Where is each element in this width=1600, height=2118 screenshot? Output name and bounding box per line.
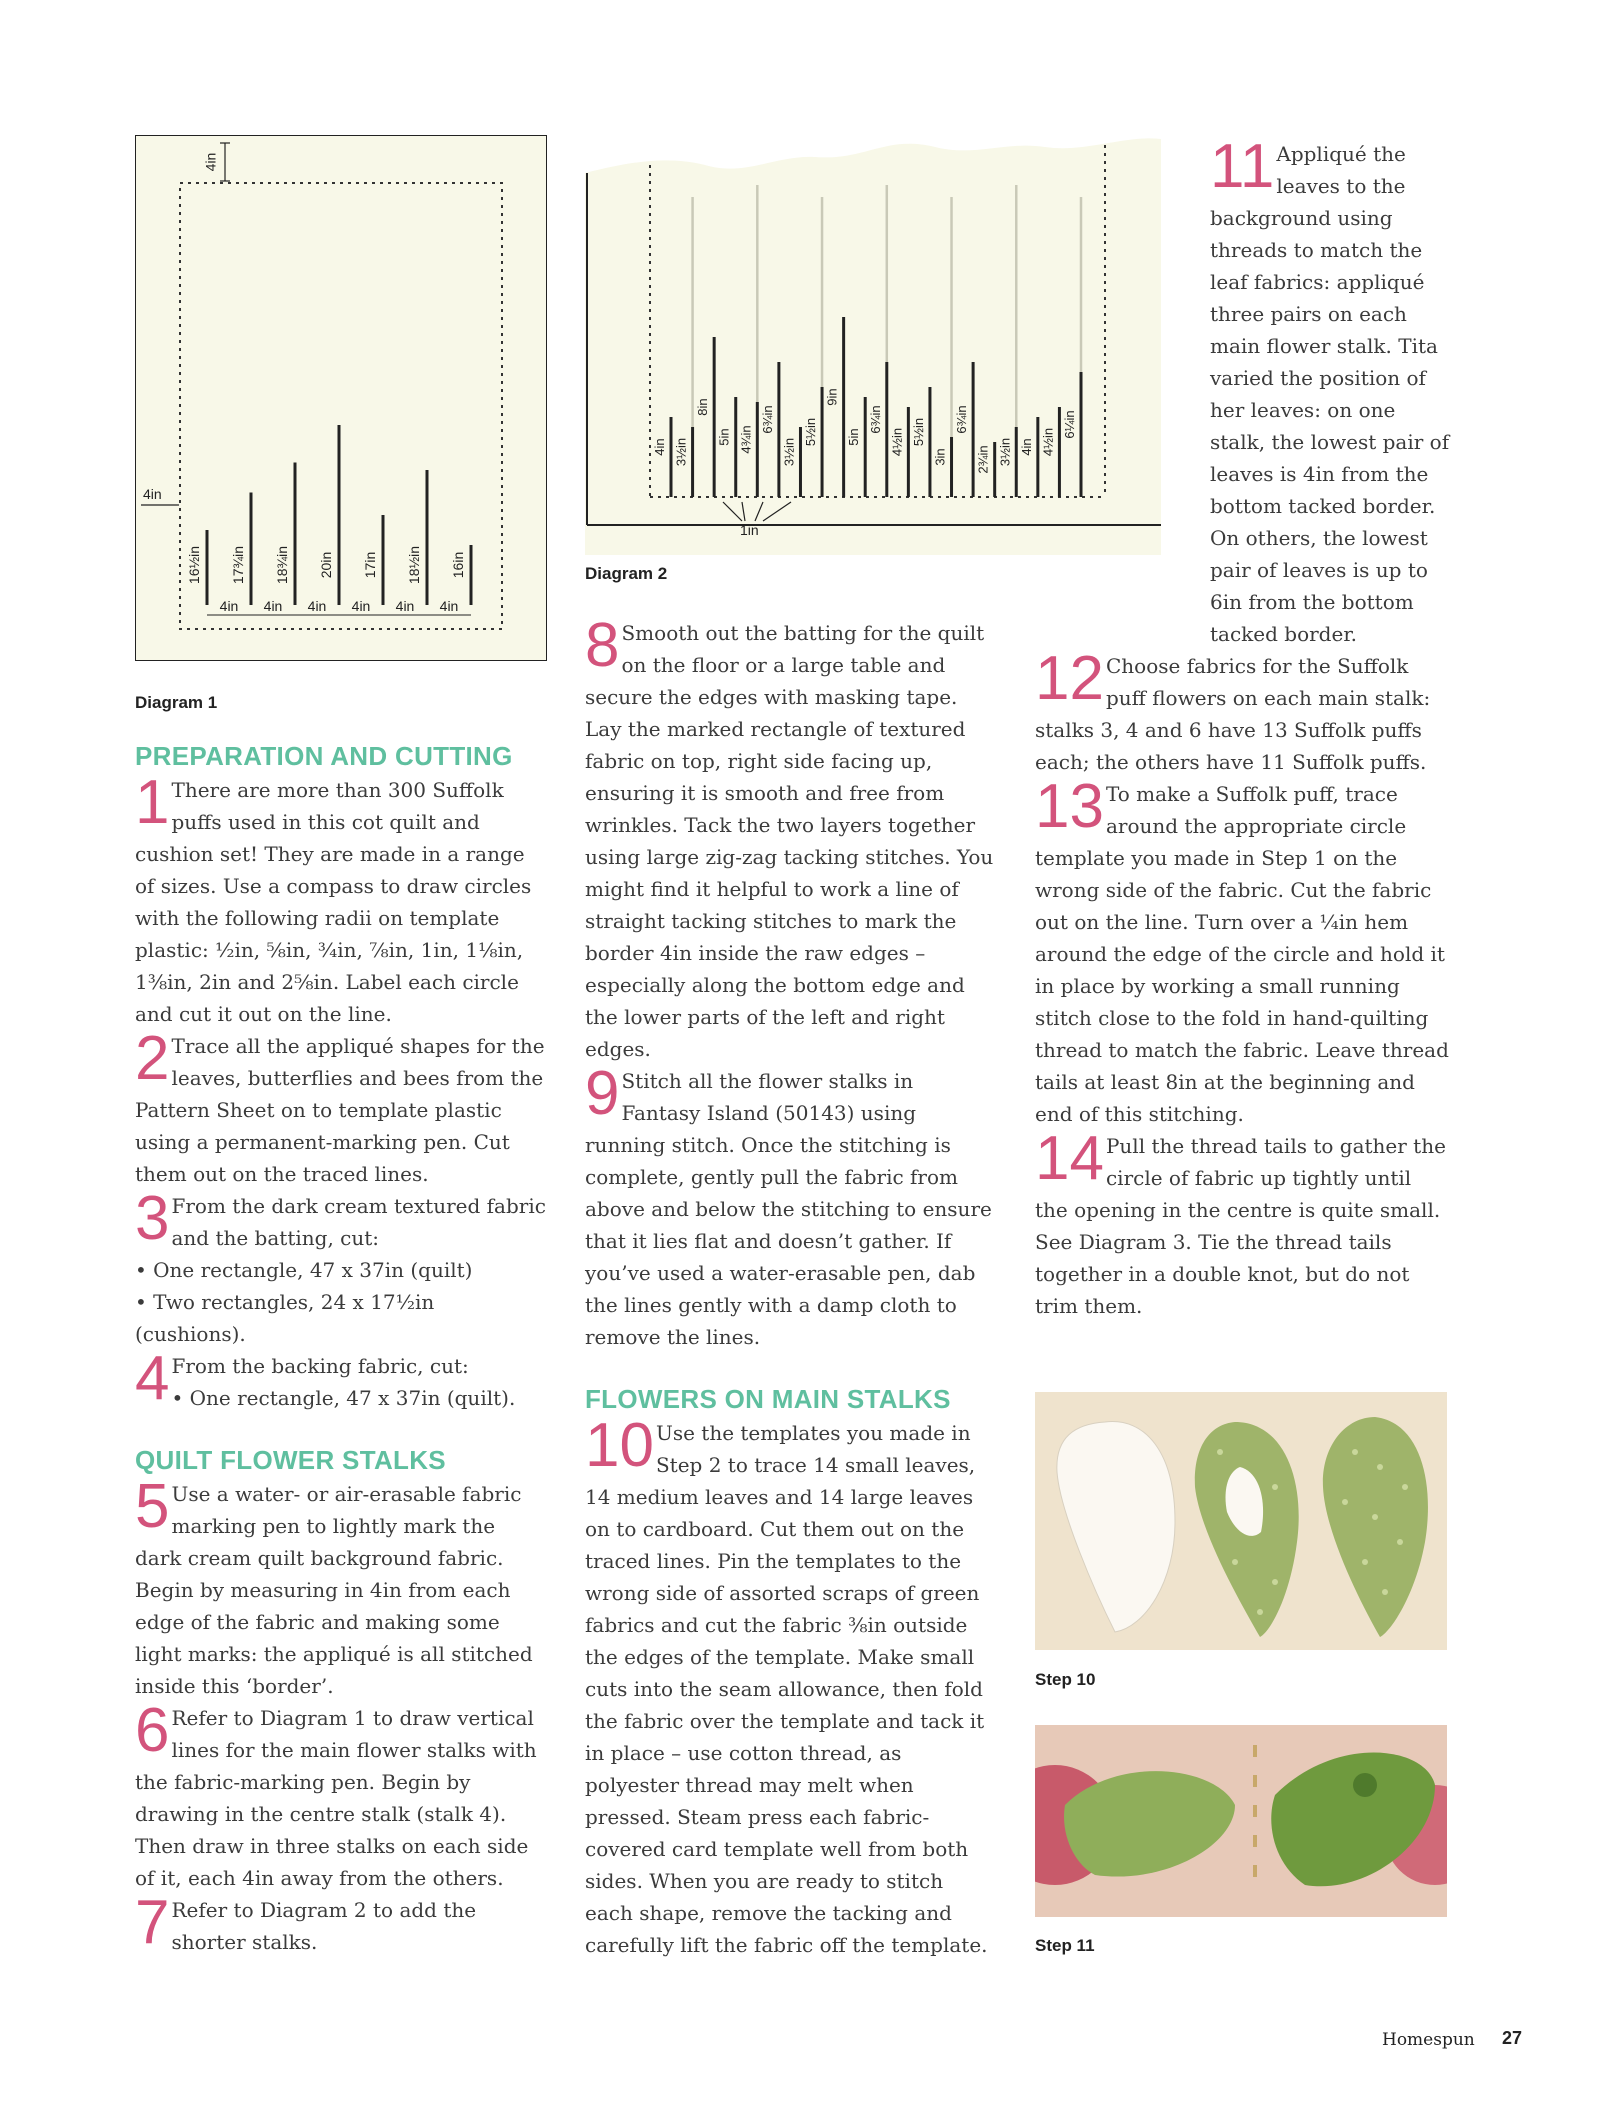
short-stalk-label: 6¾in	[954, 405, 970, 434]
bullet-item: • Two rectangles, 24 x 17½in (cushions).	[135, 1290, 435, 1346]
step-number: 10	[585, 1411, 654, 1480]
column-3	[1035, 644, 1450, 1322]
short-stalk-label: 6¼in	[1062, 410, 1077, 439]
step-10	[585, 1411, 997, 1961]
short-stalk-label: 2¾in	[975, 445, 991, 474]
short-stalk-label: 3½in	[781, 437, 797, 467]
step-number: 2	[135, 1024, 170, 1093]
heading-quilt-flower-stalks: QUILT FLOWER STALKS	[135, 1445, 446, 1475]
step-10-photo	[1035, 1392, 1447, 1650]
diagram-1-drawing	[135, 135, 547, 661]
bullet-item: • One rectangle, 47 x 37in (quilt)	[135, 1258, 473, 1282]
step-text: Smooth out the batting for the quilt on the floor or a large table and secure the edges with masking tape. Lay the marked rectangle of textured fabric on top, right side facing up, ensuring it is smooth and free from wrinkles. Tack the two layers together using large zig-zag tacking stitches. You might find it helpful to work a line of straight tacking stitches to mark the border 4in inside the raw edges – especially along the bottom edge and the lower parts of the left and right edges.	[585, 621, 994, 1061]
diagram-1-left-label: 4in	[143, 486, 162, 502]
step-text: To make a Suffolk puff, trace around the appropriate circle template you made in Step 1 on the wrong side of the fabric. Cut the fabric out on the line. Turn over a ¼in hem around the edge of the circle and hold it in place by working a small running stitch close to the fold in hand-quilting thread to match the fabric. Leave thread tails at least 8in at the beginning and end of this stitching.	[1035, 782, 1449, 1126]
page-number: 27	[1502, 2028, 1523, 2048]
stalk-label: 18½in	[405, 545, 422, 584]
short-stalk-label: 9in	[824, 388, 840, 406]
short-stalk-label: 5in	[846, 428, 862, 446]
step-text: From the dark cream textured fabric and the batting, cut:	[171, 1194, 546, 1250]
step-text: From the backing fabric, cut:	[171, 1354, 469, 1378]
step-number: 6	[135, 1696, 170, 1765]
diagram-2	[585, 125, 1161, 555]
short-stalk-label: 4½in	[1040, 427, 1056, 457]
step-9	[585, 1059, 997, 1353]
short-stalk-label: 4in	[1018, 438, 1034, 456]
short-stalk-label: 4¾in	[738, 425, 754, 454]
step-4	[135, 1344, 547, 1414]
stalk-label: 18¾in	[273, 545, 290, 584]
spacing-label: 4in	[439, 597, 458, 614]
step-5	[135, 1472, 547, 1702]
step-text: Use the templates you made in Step 2 to trace 14 small leaves, 14 medium leaves and 14 large leaves on to cardboard. Cut them out on the traced lines. Pin the templates to the wrong side of assorted scraps of green fabrics and cut the fabric ⅜in outside the edges of the template. Make small cuts into the seam allowance, then fold the fabric over the template and tack it in place – use cotton thread, as polyester thread may melt when pressed. Steam press each fabric-covered card template well from both sides. When you are ready to stitch each shape, remove the tacking and carefully lift the fabric off the template.	[585, 1421, 988, 1957]
diagram-2-caption: Diagram 2	[585, 564, 668, 583]
spacing-label: 4in	[307, 597, 326, 614]
step-number: 3	[135, 1184, 170, 1253]
step-text: Choose fabrics for the Suffolk puff flowers on each main stalk: stalks 3, 4 and 6 have 13 Suffolk puffs each; the others have 11 Suffolk puffs.	[1035, 654, 1431, 774]
short-stalk-label: 4in	[652, 438, 667, 456]
stalk-label: 17in	[361, 551, 378, 578]
heading-flowers-main-stalks: FLOWERS ON MAIN STALKS	[585, 1384, 951, 1414]
short-stalk-label: 5½in	[910, 417, 926, 447]
diagram-1	[135, 135, 547, 661]
step-10-caption: Step 10	[1035, 1670, 1096, 1689]
short-stalk-label: 5½in	[803, 417, 819, 447]
step-text: Appliqué the leaves to the background using threads to match the leaf fabrics: appliqué three pairs on each main flower stalk. Tita varied the position of her leaves: on one stalk, the lowest pair of leaves is 4in from the bottom tacked border. On others, the lowest pair of leaves is up to 6in from the bottom tacked border.	[1210, 142, 1450, 646]
step-number: 4	[135, 1344, 170, 1413]
step-text: Pull the thread tails to gather the circle of fabric up tightly until the opening in the centre is quite small. See Diagram 3. Tie the thread tails together in a double knot, but do not trim them.	[1035, 1134, 1446, 1318]
step-8	[585, 611, 997, 1065]
step-text: Use a water- or air-erasable fabric marking pen to lightly mark the dark cream quilt background fabric. Begin by measuring in 4in from each edge of the fabric and making some light marks: the appliqué is all stitched inside this ‘border’.	[135, 1482, 533, 1698]
step-6	[135, 1696, 547, 1894]
stalk-label: 16½in	[185, 545, 202, 584]
step-3	[135, 1184, 547, 1350]
step-11	[1210, 132, 1450, 650]
short-stalk-label: 5in	[716, 428, 732, 446]
diagram-1-top-label: 4in	[202, 152, 219, 172]
spacing-label: 4in	[219, 597, 238, 614]
diagram-2-gap-label: 1in	[740, 522, 759, 538]
step-1	[135, 768, 547, 1030]
column-3-top	[1210, 132, 1450, 650]
step-number: 1	[135, 768, 170, 837]
column-1	[135, 740, 547, 1958]
step-13	[1035, 772, 1450, 1130]
stalk-label: 20in	[317, 551, 334, 578]
footer-brand: Homespun	[1382, 2030, 1475, 2050]
step-11-photo	[1035, 1725, 1447, 1917]
step-number: 8	[585, 611, 620, 680]
step-number: 9	[585, 1059, 620, 1128]
step-text: Stitch all the flower stalks in Fantasy Island (50143) using running stitch. Once the stitching is complete, gently pull the fabric from above and below the stitching to ensure that it lies flat and doesn’t gather. If you’ve used a water-erasable pen, dab the lines gently with a damp cloth to remove the lines.	[585, 1069, 992, 1349]
step-text: Refer to Diagram 1 to draw vertical lines for the main flower stalks with the fabric-marking pen. Begin by drawing in the centre stalk (stalk 4). Then draw in three stalks on each side of it, each 4in away from the others.	[135, 1706, 537, 1890]
step-2	[135, 1024, 547, 1190]
diagram-1-stalks	[186, 425, 471, 605]
step-number: 11	[1210, 132, 1275, 201]
spacing-label: 4in	[351, 597, 370, 614]
column-2	[585, 611, 997, 1961]
diagram-2-drawing	[585, 125, 1161, 555]
short-stalk-label: 3½in	[673, 437, 689, 467]
step-text: There are more than 300 Suffolk puffs used in this cot quilt and cushion set! They are made in a range of sizes. Use a compass to draw circles with the following radii on template plastic: ½in, ⅝in, ¾in, ⅞in, 1in, 1⅛in, 1⅜in, 2in and 2⅝in. Label each circle and cut it out on the line.	[135, 778, 532, 1026]
short-stalk-label: 8in	[695, 398, 711, 416]
step-number: 12	[1035, 644, 1104, 713]
step-text: Refer to Diagram 2 to add the shorter stalks.	[171, 1898, 477, 1954]
step-11-caption: Step 11	[1035, 1936, 1095, 1955]
step-12	[1035, 644, 1450, 778]
step-7	[135, 1888, 547, 1958]
short-stalk-label: 6¾in	[867, 405, 883, 434]
short-stalk-label: 6¾in	[759, 405, 775, 434]
spacing-label: 4in	[395, 597, 414, 614]
short-stalk-label: 3in	[932, 448, 948, 466]
step-number: 7	[135, 1888, 170, 1957]
bullet-item: • One rectangle, 47 x 37in (quilt).	[171, 1386, 516, 1410]
step-number: 14	[1035, 1124, 1104, 1193]
step-text: Trace all the appliqué shapes for the leaves, butterflies and bees from the Pattern Sheet on to template plastic using a permanent-marking pen. Cut them out on the traced lines.	[135, 1034, 545, 1186]
stalk-label: 17¾in	[229, 545, 246, 584]
stalk-label: 16in	[449, 551, 466, 578]
short-stalk-label: 3½in	[997, 437, 1013, 467]
step-number: 5	[135, 1472, 170, 1541]
diagram-1-caption: Diagram 1	[135, 693, 218, 712]
heading-preparation: PREPARATION AND CUTTING	[135, 741, 513, 771]
step-14	[1035, 1124, 1450, 1322]
step-number: 13	[1035, 772, 1104, 841]
short-stalk-label: 4½in	[889, 427, 905, 457]
spacing-label: 4in	[263, 597, 282, 614]
